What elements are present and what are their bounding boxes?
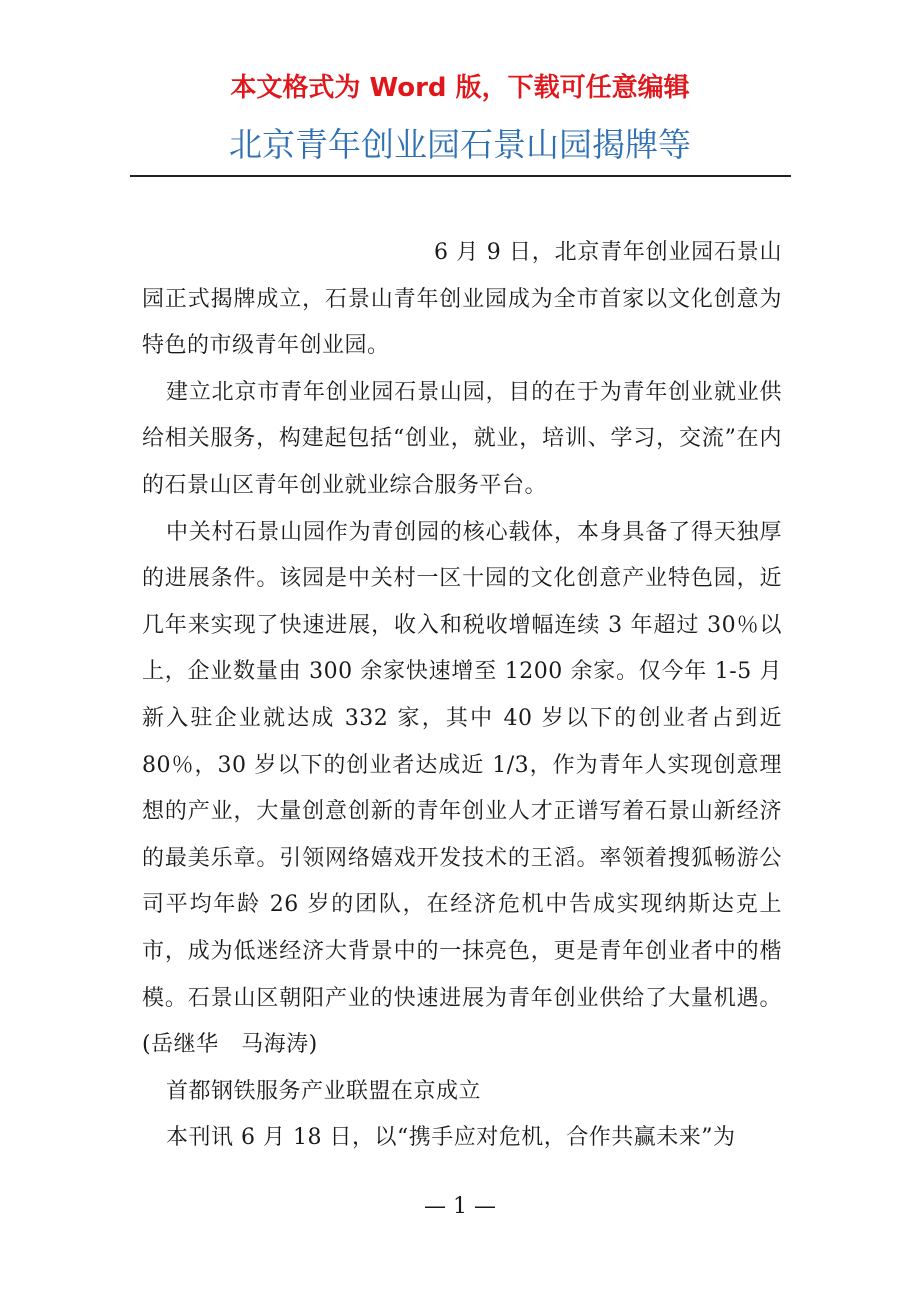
document-title: 北京青年创业园石景山园揭牌等 (229, 125, 691, 164)
paragraph-3: 中关村石景山园作为青创园的核心载体，本身具备了得天独厚的进展条件。该园是中关村一区十园的文化创意产业特色园，近几年来实现了快速进展，收入和税收增幅连续 3 年超过 30％以上，企业数量由 300 余家快速增至 1200 余家。仅今年 1-5 月新入驻企业就达成 332 家，其中 40 岁以下的创业者占到近 80％，30 岁以下的创业者达成近 1/3，作为青年人实现创意理想的产业，大量创意创新的青年创业人才正谱写着石景山新经济的最美乐章。引领网络嬉戏开发技术的王滔。率领着搜狐畅游公司平均年龄 26 岁的团队，在经济危机中告成实现纳斯达克上市，成为低迷经济大背景中的一抹亮色，更是青年创业者中的楷模。石景山区朝阳产业的快速进展为青年创业供给了大量机遇。 (岳继华 马海涛) (142, 519, 782, 1058)
document-body (142, 230, 782, 1162)
section-heading: 首都钢铁服务产业联盟在京成立 (166, 1078, 482, 1104)
page-number: — 1 — (424, 1194, 496, 1219)
title-divider (130, 175, 791, 177)
download-notice: 本文格式为 Word 版，下载可任意编辑 (230, 73, 690, 103)
paragraph-4: 本刊讯 6 月 18 日，以“携手应对危机，合作共赢未来”为 (166, 1125, 736, 1151)
paragraph-2: 建立北京市青年创业园石景山园，目的在于为青年创业就业供给相关服务，构建起包括“创业，就业，培训、学习，交流”在内的石景山区青年创业就业综合服务平台。 (142, 379, 782, 498)
paragraph-1: 6 月 9 日，北京青年创业园石景山园正式揭牌成立，石景山青年创业园成为全市首家以文化创意为特色的市级青年创业园。 (142, 240, 782, 359)
